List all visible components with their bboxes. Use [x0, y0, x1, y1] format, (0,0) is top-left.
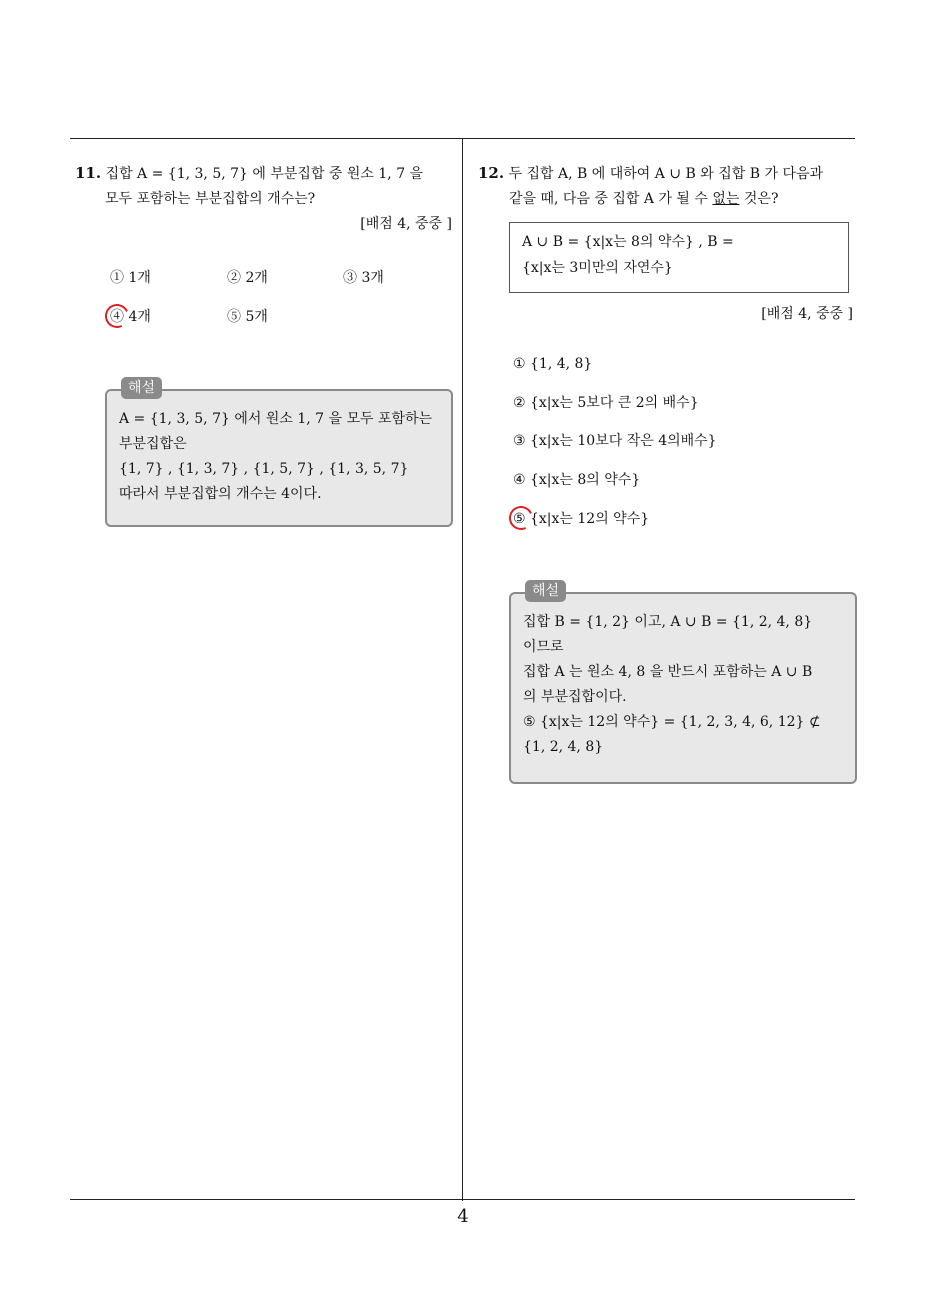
- question-11-line1: [75, 161, 457, 187]
- question-12-score: [배점 4, 중중 ]: [761, 306, 853, 322]
- q12-solution-line: {1, 2, 4, 8}: [523, 739, 604, 755]
- q12-solution-line: 이므로: [523, 639, 564, 655]
- q12-solution-line: ⑤ {x|x는 12의 약수} = {1, 2, 3, 4, 6, 12} ⊄: [523, 714, 821, 730]
- question-12-line1: [478, 161, 863, 187]
- q12-choice-1[interactable]: ① {1, 4, 8}: [513, 356, 593, 372]
- q12-choice-2[interactable]: ② {x|x는 5보다 큰 2의 배수}: [513, 395, 699, 411]
- q11-solution-line: {1, 7} , {1, 3, 7} , {1, 5, 7} , {1, 3, 5, 7}: [119, 461, 409, 477]
- question-11-text1: 집합 A = {1, 3, 5, 7} 에 부분집합 중 원소 1, 7 을: [105, 166, 424, 182]
- q11-choice-4[interactable]: ④ 4개: [110, 309, 151, 325]
- q12-solution-line: 집합 A 는 원소 4, 8 을 반드시 포함하는 A ∪ B: [523, 664, 813, 680]
- question-11-score: [배점 4, 중중 ]: [360, 216, 452, 232]
- question-12-number: 12.: [478, 164, 505, 182]
- q12-condition-line2: {x|x는 3미만의 자연수}: [522, 260, 673, 276]
- q12-solution-box: [509, 583, 857, 784]
- question-12-text2-pre: 같을 때, 다음 중 집합 A 가 될 수: [509, 191, 713, 207]
- q12-choice-4[interactable]: ④ {x|x는 8의 약수}: [513, 472, 641, 488]
- question-12-line2: [478, 187, 863, 212]
- column-divider: [462, 139, 463, 1201]
- question-12: [478, 161, 863, 212]
- q11-solution-line: 부분집합은: [119, 436, 187, 452]
- q12-condition-line1: A ∪ B = {x|x는 8의 약수} , B =: [522, 234, 734, 250]
- page-number: 4: [457, 1206, 469, 1227]
- q12-condition-box: [509, 222, 849, 293]
- question-12-text2-post: 것은?: [739, 191, 779, 207]
- q12-solution-line: 의 부분집합이다.: [523, 689, 627, 705]
- bottom-rule: [70, 1199, 855, 1200]
- q12-solution-line: 집합 B = {1, 2} 이고, A ∪ B = {1, 2, 4, 8}: [523, 614, 813, 630]
- q12-solution-label: 해설: [525, 580, 566, 602]
- question-11: [75, 161, 457, 237]
- question-11-text2: 모두 포함하는 부분집합의 개수는?: [105, 191, 316, 207]
- question-12-emphasis: 없는: [712, 191, 740, 207]
- q11-choice-1[interactable]: ① 1개: [110, 270, 151, 286]
- q11-choice-5[interactable]: ⑤ 5개: [227, 309, 268, 325]
- q11-solution-label: 해설: [121, 377, 162, 399]
- question-11-number: 11.: [75, 164, 102, 182]
- question-12-text1: 두 집합 A, B 에 대하여 A ∪ B 와 집합 B 가 다음과: [508, 166, 824, 182]
- q12-choice-5[interactable]: ⑤ {x|x는 12의 약수}: [513, 511, 650, 527]
- q11-choice-3[interactable]: ③ 3개: [343, 270, 384, 286]
- q11-choice-2[interactable]: ② 2개: [227, 270, 268, 286]
- q11-solution-line: 따라서 부분집합의 개수는 4이다.: [119, 486, 322, 502]
- q11-solution-line: A = {1, 3, 5, 7} 에서 원소 1, 7 을 모두 포함하는: [119, 411, 433, 427]
- q12-choice-3[interactable]: ③ {x|x는 10보다 작은 4의배수}: [513, 433, 717, 449]
- q11-solution-box: [105, 380, 453, 527]
